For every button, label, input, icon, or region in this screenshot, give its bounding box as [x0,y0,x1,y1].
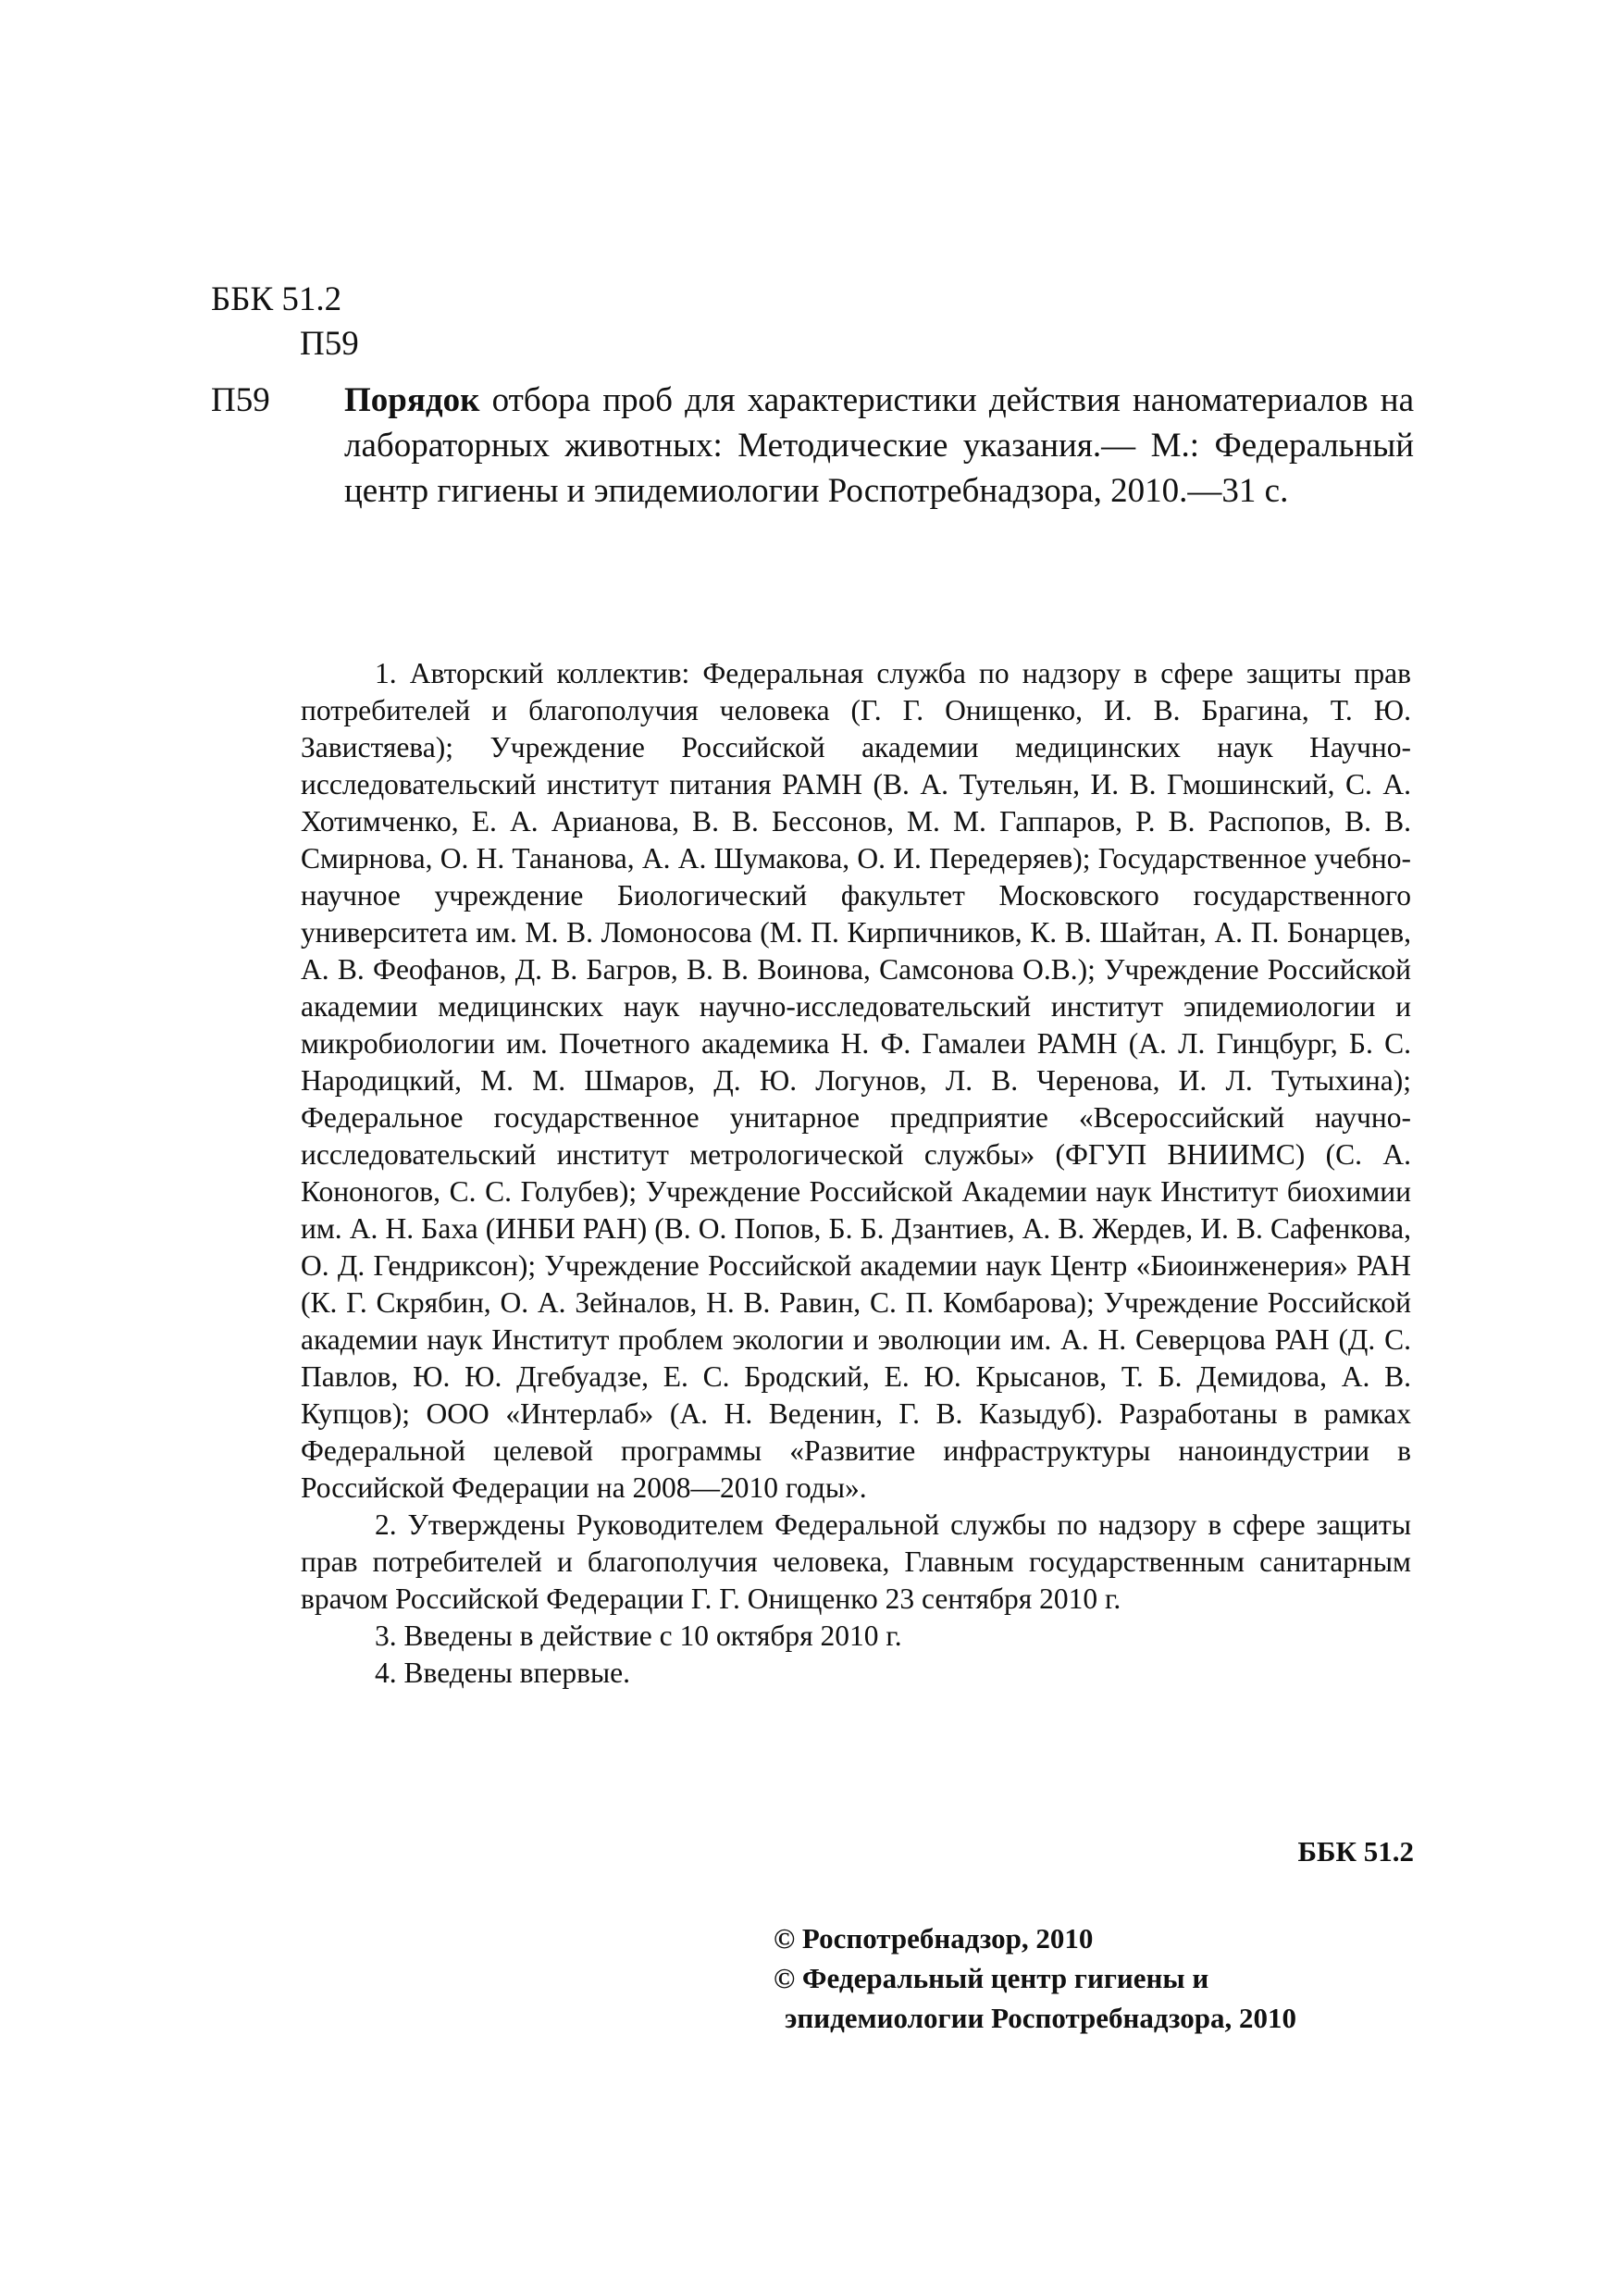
catalog-description-block [344,378,1414,514]
note-authors: 1. Авторский коллектив: Федеральная служба по надзору в сфере защиты прав потребителей и благополучия человека (Г. Г. Онищенко, И. В. Брагина, Т. Ю. Завистяева); Учреждение Российской академии медицинских наук Научно-исследовательский институт питания РАМН (В. А. Тутельян, И. В. Гмошинский, С. А. Хотимченко, Е. А. Арианова, В. В. Бессонов, М. М. Гаппаров, Р. В. Распопов, В. В. Смирнова, О. Н. Тананова, А. А. Шумакова, О. И. Передеряев); Государственное учебно-научное учреждение Биологический факультет Московского государственного университета им. М. В. Ломоносова (М. П. Кирпичников, К. В. Шайтан, А. П. Бонарцев, А. В. Феофанов, Д. В. Багров, В. В. Воинова, Самсонова О.В.); Учреждение Российской академии медицинских наук научно-исследовательский институт эпидемиологии и микробиологии им. Почетного академика Н. Ф. Гамалеи РАМН (А. Л. Гинцбург, Б. С. Народицкий, М. М. Шмаров, Д. Ю. Логунов, Л. В. Черенова, И. Л. Тутыхина); Федеральное государственное унитарное предприятие «Всероссийский научно-исследовательский институт метрологической службы» (ФГУП ВНИИМС) (С. А. Кононогов, С. С. Голубев); Учреждение Российской Академии наук Институт биохимии им. А. Н. Баха (ИНБИ РАН) (В. О. Попов, Б. Б. Дзантиев, А. В. Жердев, И. В. Сафенкова, О. Д. Гендриксон); Учреждение Российской академии наук Центр «Биоинженерия» РАН (К. Г. Скрябин, О. А. Зейналов, Н. В. Равин, С. П. Комбарова); Учреждение Российской академии наук Институт проблем экологии и эволюции им. А. Н. Северцова РАН (Д. С. Павлов, Ю. Ю. Дгебуадзе, Е. С. Бродский, Е. Ю. Крысанов, Т. Б. Демидова, А. В. Купцов); ООО «Интерлаб» (А. Н. Веденин, Г. В. Казыдуб). Разработаны в рамках Федеральной целевой программы «Развитие инфраструктуры наноиндустрии в Российской Федерации на 2008—2010 годы». [301,657,1411,1504]
note-effective-date: 3. Введены в действие с 10 октября 2010 г. [375,1620,902,1652]
bbk-header [211,278,359,366]
copyright-block [774,1918,1296,2038]
notes-section [301,655,1411,1692]
author-mark: П59 [300,325,359,363]
footer-bbk-code: ББК 51.2 [1297,1835,1414,1868]
catalog-author-mark: П59 [211,381,270,419]
copyright-line: © Федеральный центр гигиены и [774,1962,1209,1994]
note-approval: 2. Утверждены Руководителем Федеральной службы по надзору в сфере защиты прав потребителей и благополучия человека, Главным государственным санитарным врачом Российской Федерации Г. Г. Онищенко 23 сентября 2010 г. [301,1508,1411,1615]
catalog-title: Порядок [344,381,480,419]
note-first-introduced: 4. Введены впервые. [375,1657,631,1689]
bbk-code: ББК 51.2 [211,280,342,318]
copyright-line: эпидемиологии Роспотребнадзора, 2010 [785,2002,1296,2034]
catalog-entry [211,378,1414,514]
copyright-line: © Роспотребнадзор, 2010 [774,1922,1094,1955]
catalog-description: отбора проб для характеристики действия наноматериалов на лабораторных животных: Методические указания.— М.: Федеральный центр гигиены и эпидемиологии Роспотребнадзора, 2010.—31 с. [344,381,1414,510]
